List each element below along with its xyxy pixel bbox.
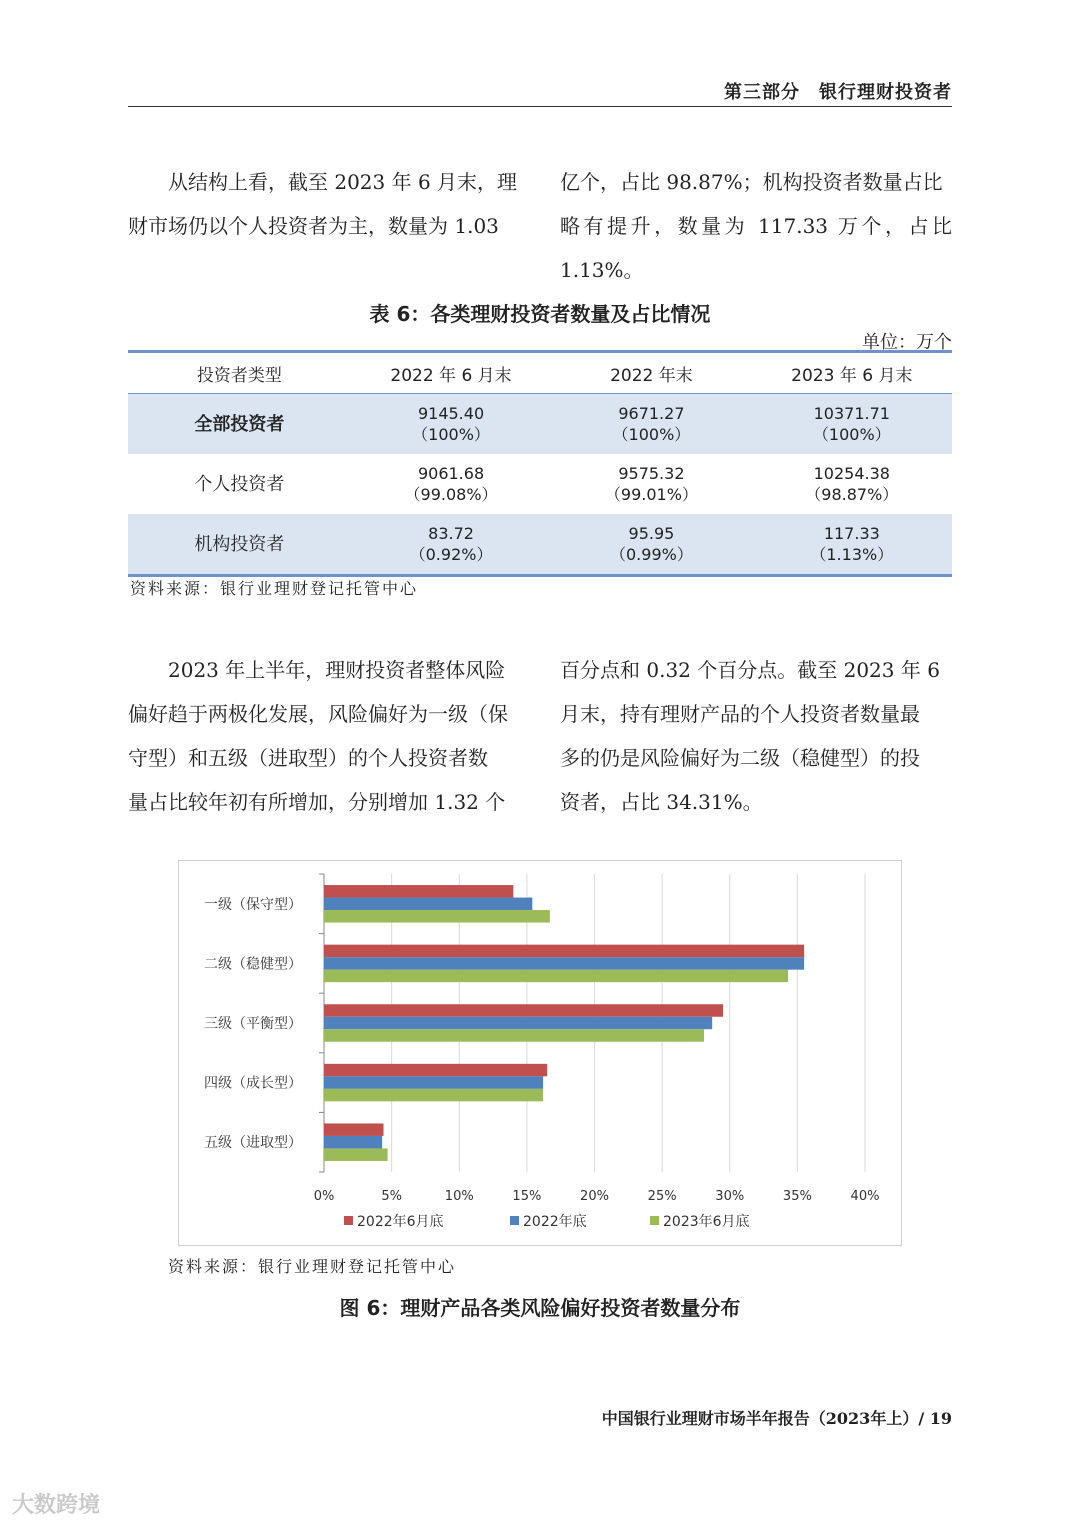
cell-share: （1.13%） (810, 545, 894, 564)
text-line: 资者，占比 34.31%。 (560, 790, 763, 814)
figure-caption: 图 6：理财产品各类风险偏好投资者数量分布 (339, 1296, 741, 1320)
table-cell (752, 514, 952, 576)
x-tick-label: 40% (850, 1189, 880, 1204)
text-line: 略有提升，数量为 117.33 万个，占比 1.13%。 (560, 214, 952, 282)
row-label: 个人投资者 (194, 473, 285, 495)
cell-share: （100%） (612, 425, 691, 444)
text-line: 多的仍是风险偏好为二级（稳健型）的投 (560, 746, 920, 770)
legend-swatch (510, 1216, 519, 1225)
x-tick-label: 20% (580, 1189, 609, 1204)
table-row (128, 454, 952, 514)
cell-value: 9061.68 (417, 464, 485, 483)
table-cell (551, 454, 751, 514)
table-cell (351, 514, 551, 576)
watermark-text: 大数跨境 (12, 1493, 101, 1518)
bar-1-1 (324, 885, 513, 898)
category-label: 四级（成长型） (204, 1075, 302, 1092)
x-tick-label: 15% (512, 1189, 542, 1204)
x-tick-label: 10% (444, 1189, 474, 1204)
table-source: 资料来源：银行业理财登记托管中心 (130, 579, 419, 598)
column-header: 2022 年末 (551, 352, 751, 394)
table-title: 表 6：各类理财投资者数量及占比情况 (369, 302, 711, 326)
bar-2-3 (324, 1017, 712, 1030)
text-line: 2023 年上半年，理财投资者整体风险 (168, 658, 506, 682)
bar-1-5 (324, 1123, 384, 1136)
column-header: 投资者类型 (128, 352, 351, 394)
table-cell (351, 394, 551, 455)
cell-value: 117.33 (823, 524, 880, 543)
cell-value: 10254.38 (813, 464, 890, 483)
legend-swatch (650, 1216, 659, 1225)
cell-value: 95.95 (628, 524, 675, 543)
category-label: 一级（保守型） (204, 896, 302, 913)
table-cell (351, 454, 551, 514)
cell-value: 10371.71 (813, 404, 890, 423)
x-tick-label: 30% (715, 1189, 745, 1204)
risk-preference-bar-chart (178, 860, 900, 1244)
legend-label: 2022年6月底 (357, 1214, 444, 1230)
cell-share: （99.08%） (404, 485, 498, 504)
para2-left (128, 648, 520, 824)
table-unit: 单位：万个 (862, 332, 952, 353)
text-line: 守型）和五级（进取型）的个人投资者数 (128, 746, 488, 770)
cell-share: （100%） (812, 425, 891, 444)
cell-value: 83.72 (428, 524, 474, 543)
category-label: 三级（平衡型） (204, 1016, 302, 1032)
bar-3-2 (324, 970, 788, 983)
bar-1-4 (324, 1064, 547, 1077)
legend-swatch (344, 1216, 353, 1225)
bar-2-5 (324, 1136, 382, 1149)
bar-3-3 (324, 1029, 704, 1042)
para1-right (560, 160, 952, 292)
text-line: 财市场仍以个人投资者为主，数量为 1.03 (128, 214, 499, 238)
bar-2-1 (324, 898, 532, 911)
bar-3-1 (324, 910, 550, 923)
investor-table (128, 350, 952, 577)
category-label: 二级（稳健型） (204, 956, 302, 973)
cell-value: 9145.40 (417, 404, 485, 423)
para1-left (128, 160, 520, 248)
x-tick-label: 35% (782, 1189, 812, 1204)
category-label: 五级（进取型） (204, 1135, 302, 1152)
column-header: 2022 年 6 月末 (351, 352, 551, 394)
text-line: 百分点和 0.32 个百分点。截至 2023 年 6 (560, 658, 940, 682)
chart-source: 资料来源：银行业理财登记托管中心 (168, 1257, 457, 1276)
row-label: 全部投资者 (128, 394, 351, 455)
text-line: 亿个，占比 98.87%；机构投资者数量占比 (560, 170, 943, 194)
cell-share: （0.99%） (610, 545, 693, 564)
bar-2-2 (324, 957, 804, 970)
table-header-row (128, 352, 952, 394)
text-line: 量占比较年初有所增加，分别增加 1.32 个 (128, 790, 506, 814)
column-header: 2023 年 6 月末 (752, 352, 952, 394)
table-cell (752, 394, 952, 455)
table-cell (551, 394, 751, 455)
table-cell (551, 514, 751, 576)
legend-label: 2022年底 (523, 1214, 587, 1230)
bar-1-3 (324, 1004, 723, 1017)
table-row (128, 514, 952, 576)
text-line: 从结构上看，截至 2023 年 6 月末，理 (168, 170, 518, 194)
cell-share: （100%） (412, 425, 490, 444)
bar-3-4 (324, 1089, 543, 1102)
header-rule (128, 106, 952, 107)
table-row (128, 394, 952, 455)
legend-label: 2023年6月底 (663, 1214, 750, 1230)
x-tick-label: 25% (647, 1189, 677, 1204)
x-tick-label: 0% (313, 1189, 335, 1204)
cell-share: （0.92%） (409, 545, 493, 564)
cell-value: 9671.27 (618, 404, 685, 423)
x-tick-label: 5% (381, 1189, 402, 1204)
text-line: 偏好趋于两极化发展，风险偏好为一级（保 (128, 702, 508, 726)
running-header: 第三部分 银行理财投资者 (724, 82, 952, 103)
para2-right (560, 648, 952, 824)
table-cell (752, 454, 952, 514)
cell-share: （99.01%） (604, 485, 698, 504)
bar-2-4 (324, 1076, 543, 1089)
bar-1-2 (324, 945, 804, 958)
cell-share: （98.87%） (805, 485, 899, 504)
row-label: 机构投资者 (128, 514, 351, 576)
page-footer: 中国银行业理财市场半年报告（2023年上）/ 19 (601, 1409, 952, 1428)
text-line: 月末，持有理财产品的个人投资者数量最 (560, 702, 920, 726)
bar-3-5 (324, 1148, 388, 1161)
cell-value: 9575.32 (618, 464, 685, 483)
